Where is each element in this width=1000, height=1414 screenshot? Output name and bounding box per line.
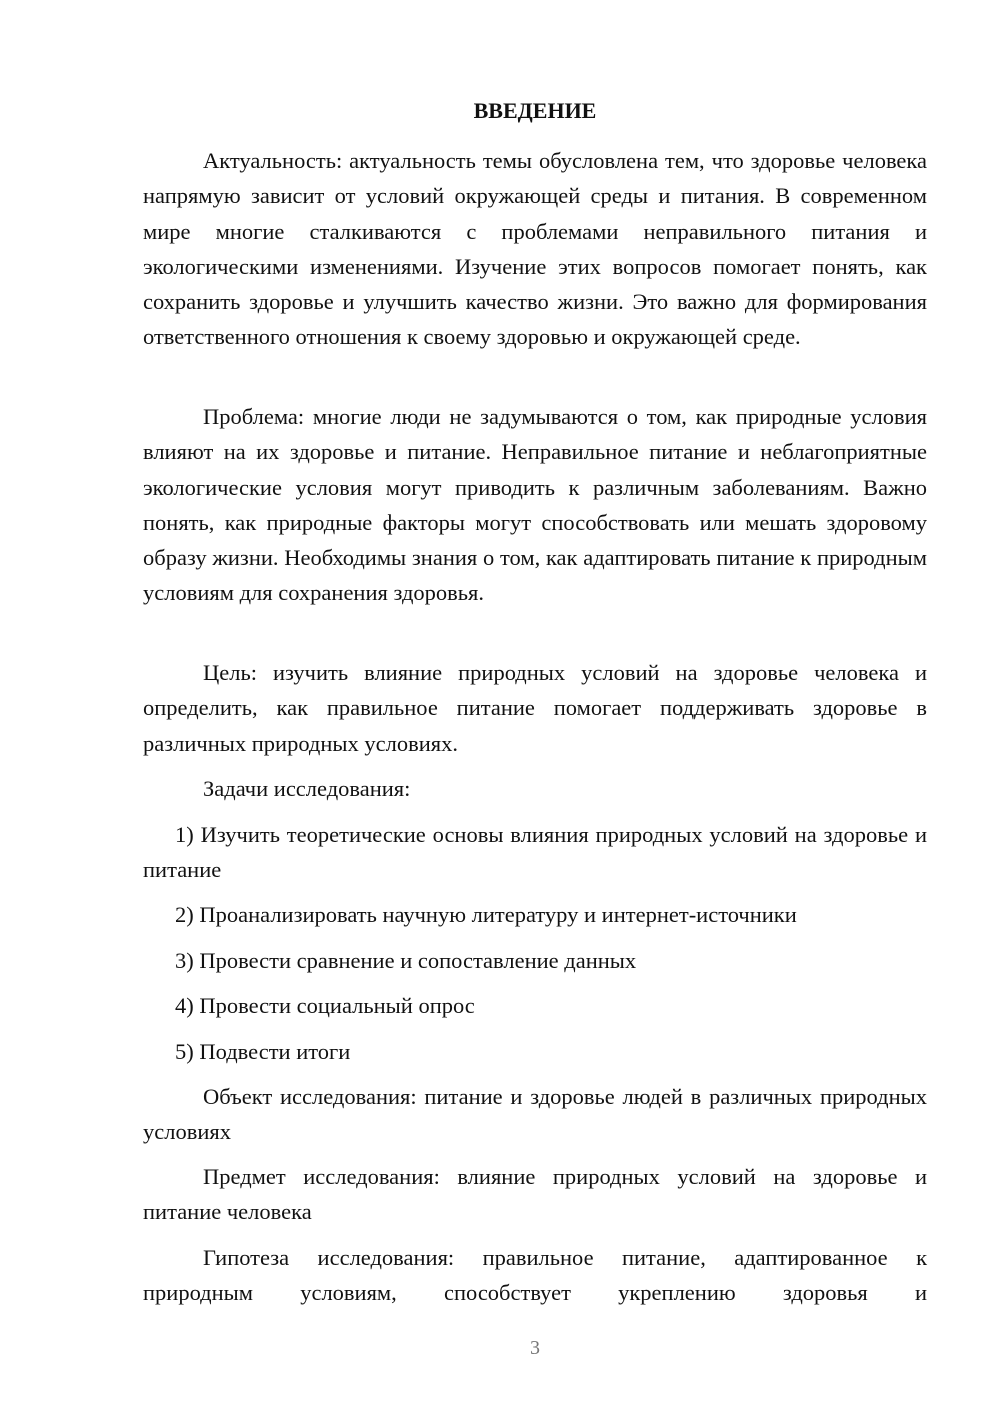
paragraph-goal: Цель: изучить влияние природных условий на здоровье человека и определить, как правильное питание помогает поддерживать здоровье в различных природных условиях. [143,660,927,756]
page-number: 3 [530,1337,540,1359]
task-item-3: 3) Провести сравнение и сопоставление данных [175,948,637,973]
task-item-4: 4) Провести социальный опрос [175,993,475,1018]
task-item-1: 1) Изучить теоретические основы влияния природных условий на здоровье и питание [143,822,927,883]
paragraph-subject: Предмет исследования: влияние природных условий на здоровье и питание человека [143,1164,927,1225]
task-item-2: 2) Проанализировать научную литературу и интернет-источники [175,902,797,927]
tasks-title: Задачи исследования: [203,776,411,801]
task-item-5: 5) Подвести итоги [175,1039,351,1064]
paragraph-relevance: Актуальность: актуальность темы обусловлена тем, что здоровье человека напрямую зависит от условий окружающей среды и питания. В современном мире многие сталкиваются с проблемами неправильного питания и экологическими изменениями. Изучение этих вопросов помогает понять, как сохранить здоровье и улучшить качество жизни. Это важно для формирования ответственного отношения к своему здоровью и окружающей среде. [143,148,927,350]
paragraph-problem: Проблема: многие люди не задумываются о том, как природные условия влияют на их здоровье и питание. Неправильное питание и неблагоприятные экологические условия могут приводить к различным заболеваниям. Важно понять, как природные факторы могут способствовать или мешать здоровому образу жизни. Необходимы знания о том, как адаптировать питание к природным условиям для сохранения здоровья. [143,404,927,606]
page-heading: ВВЕДЕНИЕ [473,98,597,123]
paragraph-object: Объект исследования: питание и здоровье людей в различных природных условиях [143,1084,927,1145]
paragraph-hypothesis: Гипотеза исследования: правильное питание, адаптированное к природным условиям, способствует укреплению здоровья и [143,1245,927,1306]
